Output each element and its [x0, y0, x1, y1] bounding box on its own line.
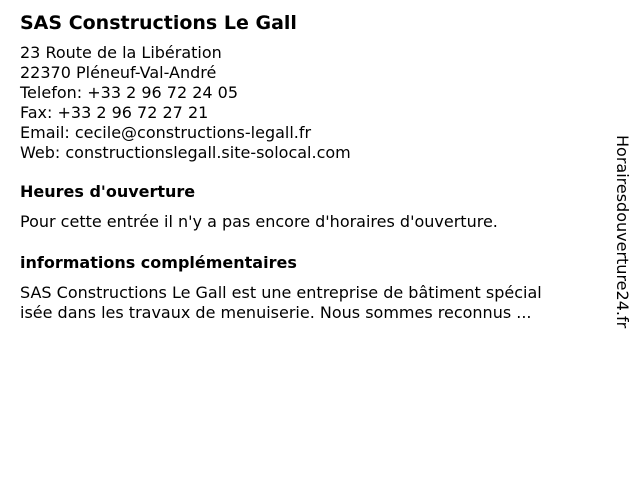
- email-address: Email: cecile@constructions-legall.fr: [20, 123, 312, 142]
- business-name: SAS Constructions Le Gall: [20, 12, 297, 34]
- additional-info-heading: informations complémentaires: [20, 253, 297, 272]
- phone-number: Telefon: +33 2 96 72 24 05: [20, 83, 239, 102]
- website: Web: constructionslegall.site-solocal.com: [20, 143, 351, 162]
- business-card: [20, 12, 600, 323]
- additional-info-line: isée dans les travaux de menuiserie. Nous sommes reconnus ...: [20, 303, 532, 322]
- contact-block: [20, 43, 600, 163]
- address-city: 22370 Pléneuf-Val-André: [20, 63, 217, 82]
- additional-info-line: SAS Constructions Le Gall est une entreprise de bâtiment spécial: [20, 283, 542, 302]
- site-watermark: Horairesdouverture24.fr: [613, 135, 632, 329]
- address-street: 23 Route de la Libération: [20, 43, 222, 62]
- opening-hours-heading: Heures d'ouverture: [20, 182, 196, 201]
- fax-number: Fax: +33 2 96 72 27 21: [20, 103, 209, 122]
- additional-info-text: [20, 283, 600, 323]
- opening-hours-text: Pour cette entrée il n'y a pas encore d'horaires d'ouverture.: [20, 212, 498, 231]
